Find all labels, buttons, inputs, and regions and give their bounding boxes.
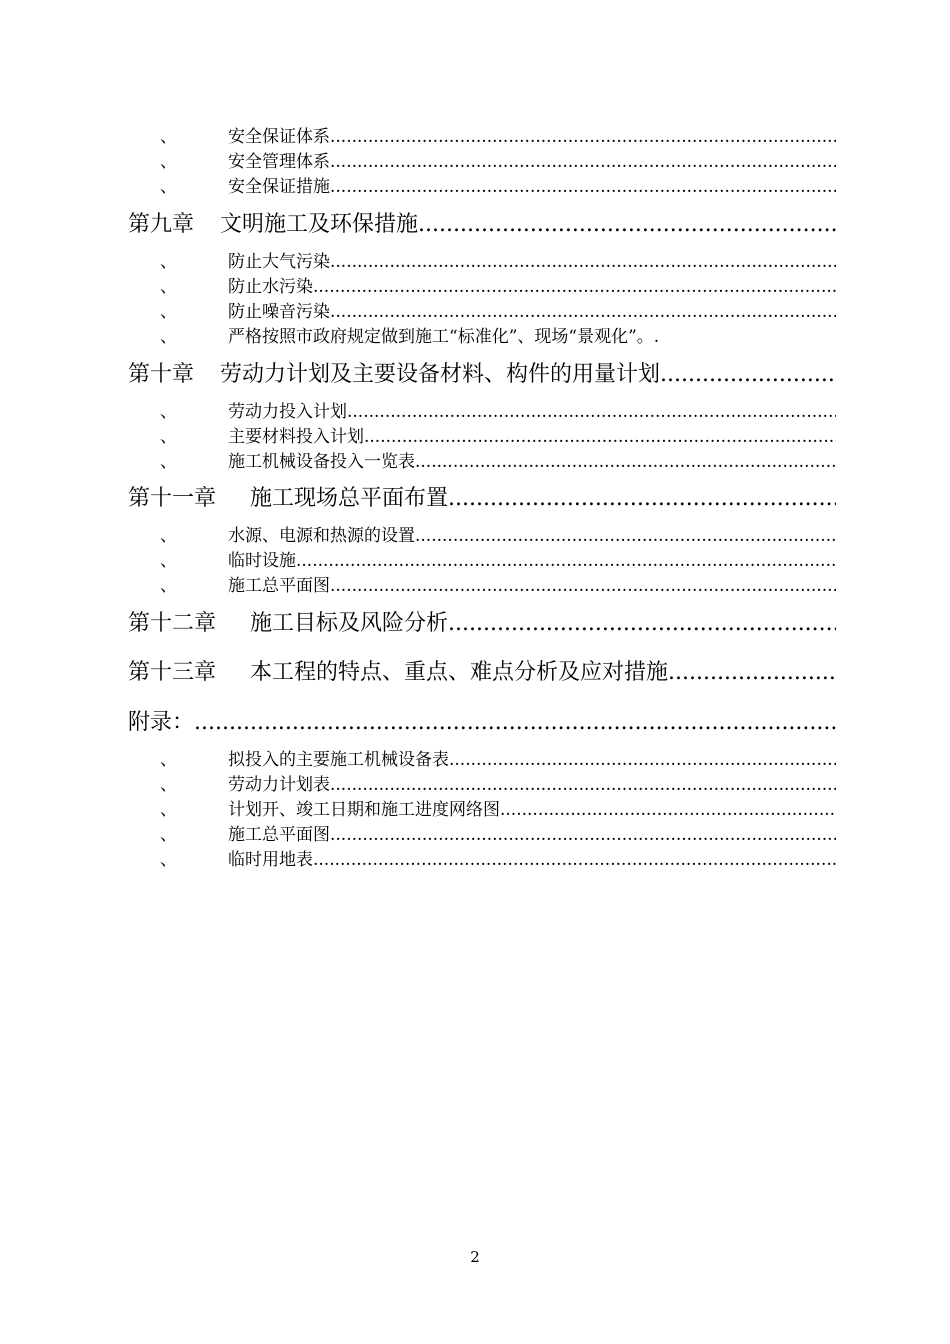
- toc-entry[interactable]: [160, 300, 836, 324]
- toc-entry[interactable]: [160, 524, 836, 548]
- entry-marker: 、: [160, 775, 177, 795]
- entry-title: 水源、电源和热源的设置: [228, 526, 415, 546]
- entry-marker: 、: [160, 850, 177, 870]
- chapter-number: 第十章: [128, 362, 195, 387]
- dot-leader: [330, 125, 836, 149]
- dot-leader: [313, 275, 836, 299]
- chapter-title: 本工程的特点、重点、难点分析及应对措施: [250, 660, 669, 685]
- entry-title: 施工总平面图: [228, 576, 330, 596]
- chapter-number: 第十一章: [128, 486, 217, 511]
- entry-title: 安全保证措施: [228, 177, 330, 197]
- toc-chapter[interactable]: [128, 360, 836, 390]
- toc-entry[interactable]: [160, 250, 836, 274]
- toc-appendix[interactable]: [128, 708, 836, 738]
- entry-marker: 、: [160, 327, 177, 347]
- toc-entry[interactable]: [160, 400, 836, 424]
- dot-leader: [194, 708, 836, 738]
- dot-leader: [330, 300, 836, 324]
- dot-leader: [660, 360, 836, 390]
- toc-entry[interactable]: [160, 325, 836, 349]
- entry-marker: 、: [160, 526, 177, 546]
- toc-entry[interactable]: [160, 275, 836, 299]
- dot-leader: [330, 773, 836, 797]
- dot-leader: [500, 798, 836, 822]
- page-number: 2: [470, 1248, 480, 1266]
- dot-leader: [313, 848, 836, 872]
- entry-title: 施工总平面图: [228, 825, 330, 845]
- toc-entry[interactable]: [160, 125, 836, 149]
- entry-marker: 、: [160, 576, 177, 596]
- entry-title: 临时用地表: [228, 850, 313, 870]
- entry-marker: 、: [160, 750, 177, 770]
- toc-entry[interactable]: [160, 748, 836, 772]
- chapter-title: 劳动力计划及主要设备材料、构件的用量计划: [220, 362, 661, 387]
- entry-marker: 、: [160, 252, 177, 272]
- chapter-title: 施工目标及风险分析: [250, 611, 449, 636]
- entry-marker: 、: [160, 402, 177, 422]
- toc-entry[interactable]: [160, 848, 836, 872]
- dot-leader: [448, 484, 836, 514]
- dot-leader: [418, 210, 836, 240]
- entry-title: 计划开、竣工日期和施工进度网络图: [228, 800, 500, 820]
- dot-leader: [668, 658, 836, 688]
- toc-entry[interactable]: [160, 798, 836, 822]
- toc-chapter[interactable]: [128, 658, 836, 688]
- toc-chapter[interactable]: [128, 609, 836, 639]
- dot-leader: [296, 549, 836, 573]
- entry-marker: 、: [160, 427, 177, 447]
- chapter-number: 第十二章: [128, 611, 217, 636]
- entry-marker: 、: [160, 452, 177, 472]
- entry-title: 主要材料投入计划: [228, 427, 364, 447]
- dot-leader: [415, 450, 836, 474]
- entry-title: 防止噪音污染: [228, 302, 330, 322]
- entry-title: 安全管理体系: [228, 152, 330, 172]
- chapter-number: 第九章: [128, 212, 195, 237]
- entry-marker: 、: [160, 127, 177, 147]
- entry-title: 严格按照市政府规定做到施工“标准化”、现场“景观化”。.: [228, 327, 660, 347]
- dot-leader: [347, 400, 836, 424]
- dot-leader: [330, 574, 836, 598]
- dot-leader: [330, 150, 836, 174]
- toc-entry[interactable]: [160, 773, 836, 797]
- appendix-label: 附录：: [128, 710, 195, 735]
- toc-entry[interactable]: [160, 574, 836, 598]
- dot-leader: [330, 250, 836, 274]
- chapter-number: 第十三章: [128, 660, 217, 685]
- toc-entry[interactable]: [160, 175, 836, 199]
- dot-leader: [330, 175, 836, 199]
- toc-chapter[interactable]: [128, 484, 836, 514]
- toc-entry[interactable]: [160, 450, 836, 474]
- entry-marker: 、: [160, 277, 177, 297]
- dot-leader: [448, 609, 836, 639]
- toc-entry[interactable]: [160, 425, 836, 449]
- entry-marker: 、: [160, 800, 177, 820]
- entry-title: 劳动力投入计划: [228, 402, 347, 422]
- toc-chapter[interactable]: [128, 210, 836, 240]
- entry-title: 拟投入的主要施工机械设备表: [228, 750, 449, 770]
- toc-entry[interactable]: [160, 549, 836, 573]
- dot-leader: [330, 823, 836, 847]
- dot-leader: [415, 524, 836, 548]
- entry-marker: 、: [160, 825, 177, 845]
- toc-entry[interactable]: [160, 823, 836, 847]
- entry-title: 临时设施: [228, 551, 296, 571]
- entry-title: 安全保证体系: [228, 127, 330, 147]
- dot-leader: [364, 425, 836, 449]
- dot-leader: [449, 748, 836, 772]
- entry-marker: 、: [160, 152, 177, 172]
- entry-title: 防止水污染: [228, 277, 313, 297]
- entry-marker: 、: [160, 177, 177, 197]
- entry-title: 防止大气污染: [228, 252, 330, 272]
- chapter-title: 文明施工及环保措施: [220, 212, 419, 237]
- entry-title: 劳动力计划表: [228, 775, 330, 795]
- entry-marker: 、: [160, 551, 177, 571]
- entry-title: 施工机械设备投入一览表: [228, 452, 415, 472]
- entry-marker: 、: [160, 302, 177, 322]
- chapter-title: 施工现场总平面布置: [250, 486, 449, 511]
- toc-entry[interactable]: [160, 150, 836, 174]
